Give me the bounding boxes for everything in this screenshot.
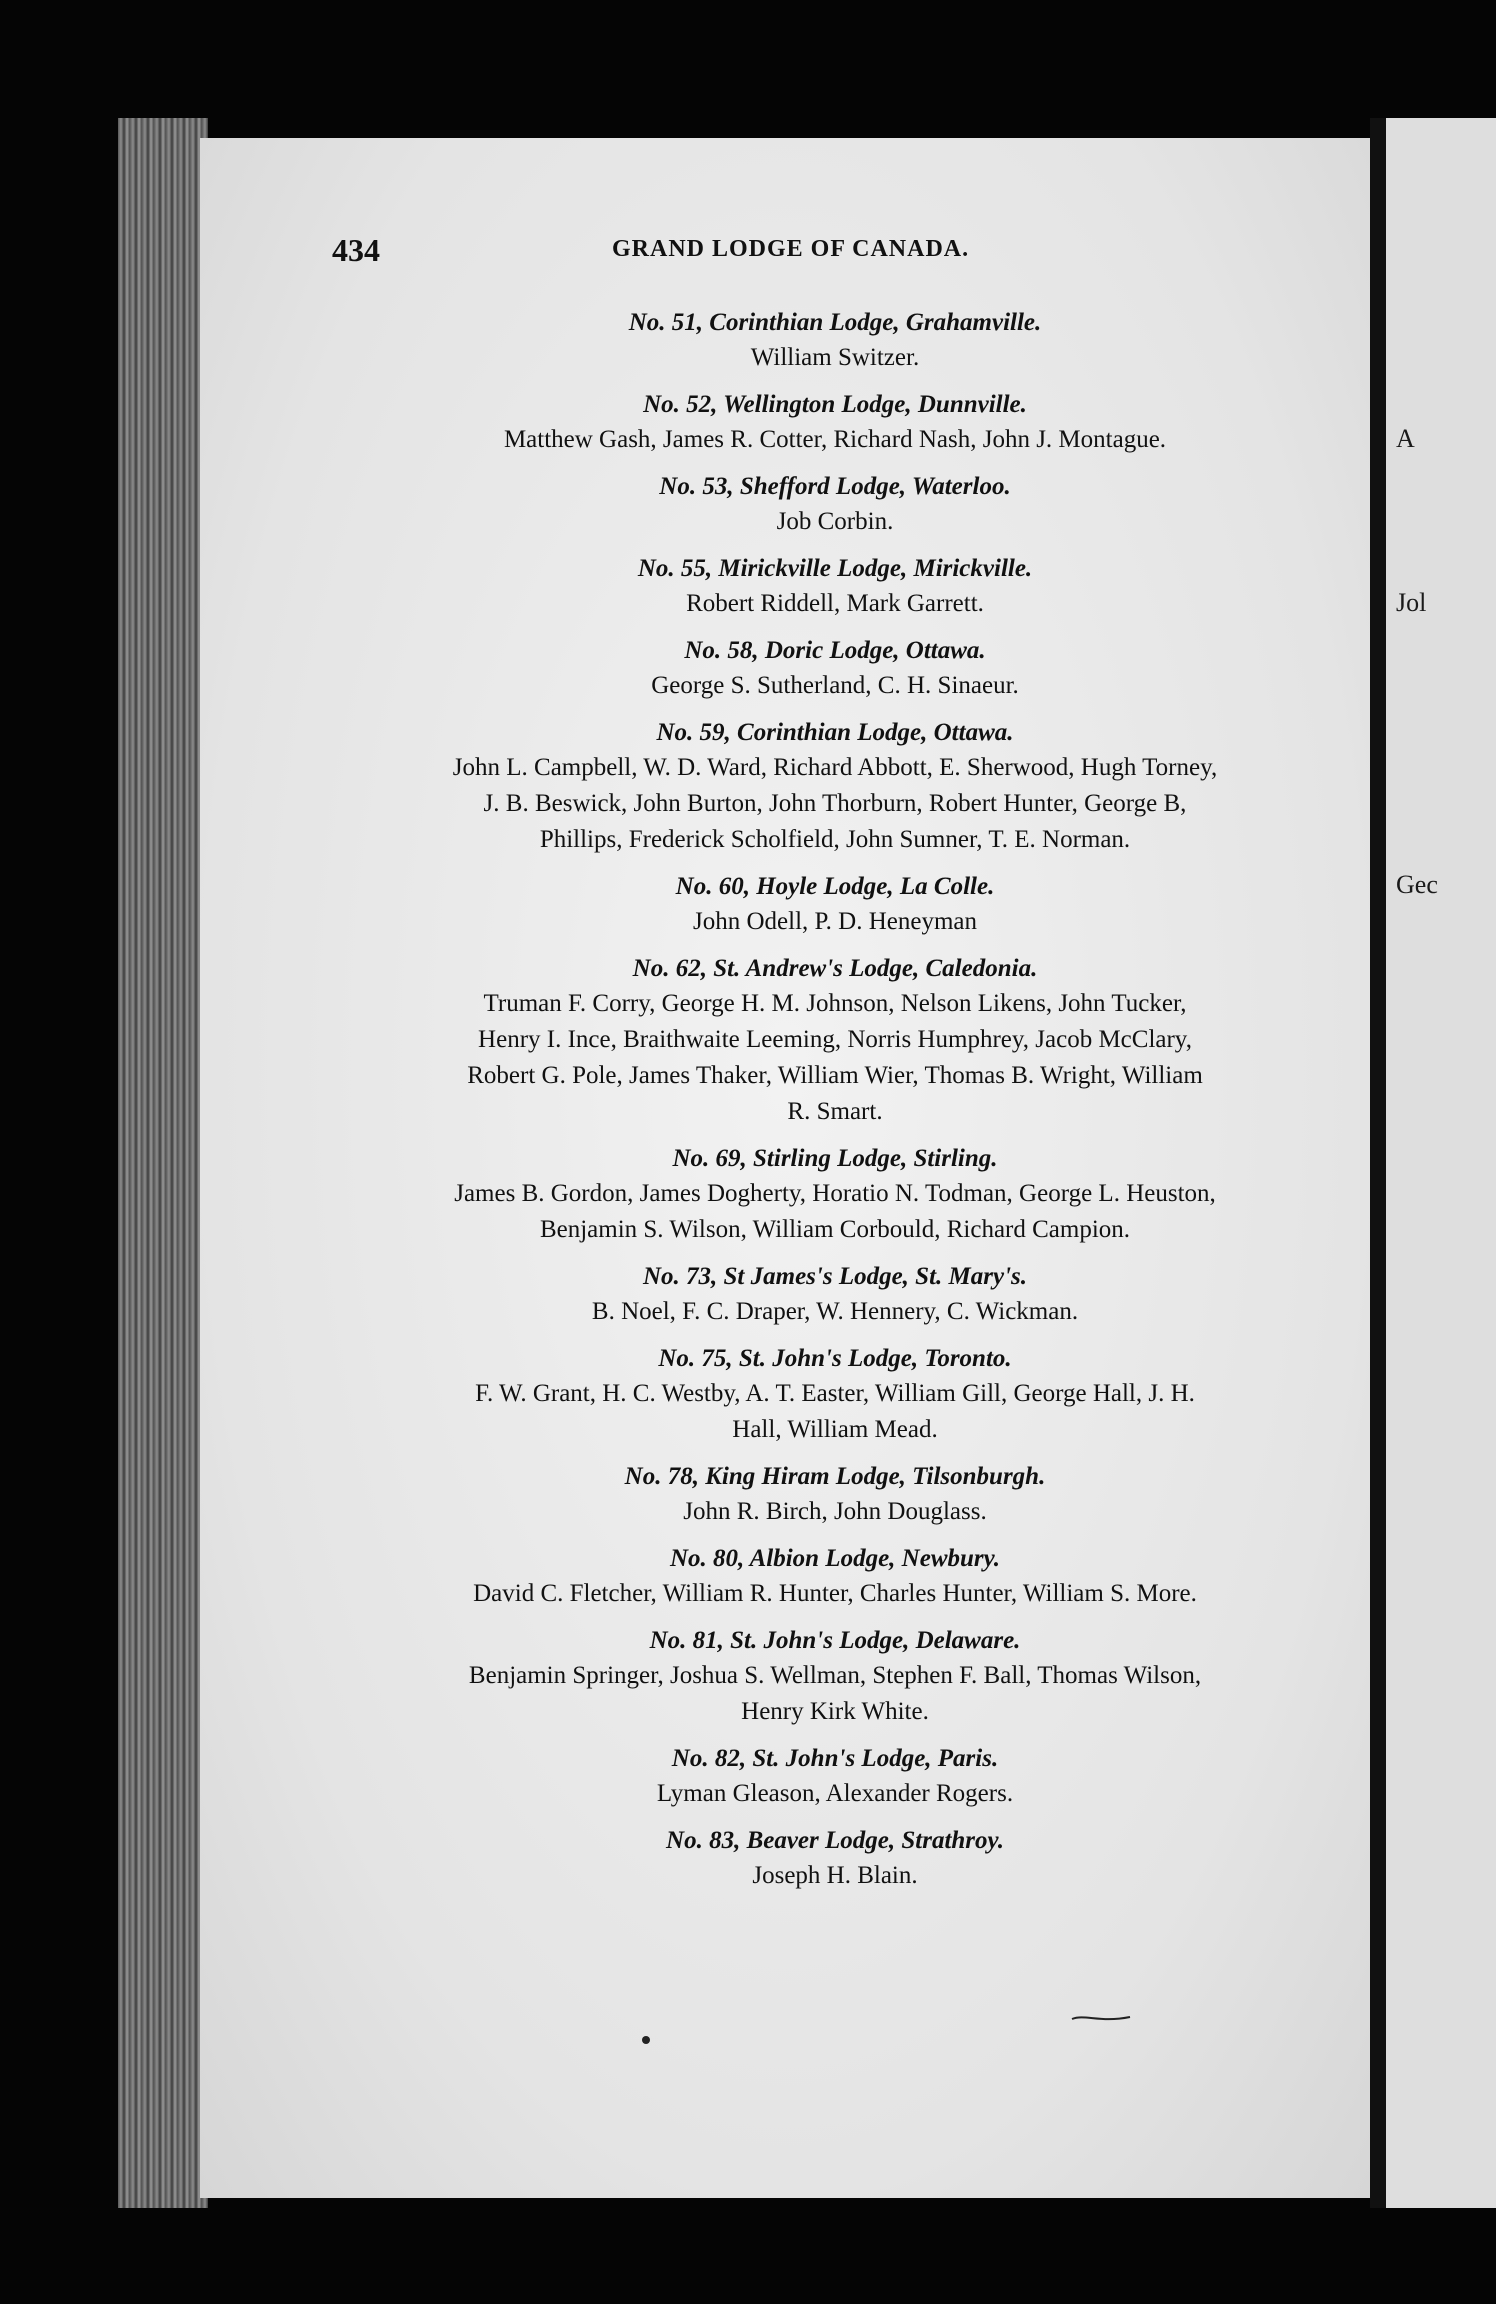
lodge-members — [330, 1776, 1340, 1812]
lodge-members — [330, 340, 1340, 376]
lodge-heading: No. 82, St. John's Lodge, Paris. — [671, 1745, 999, 1772]
members-line: Benjamin S. Wilson, William Corbould, Richard Campion. — [539, 1216, 1131, 1243]
lodge-entry — [330, 1260, 1340, 1330]
page-number: 434 — [332, 232, 380, 268]
lodge-members — [330, 1858, 1340, 1894]
lodge-entry — [330, 1542, 1340, 1612]
members-line: Lyman Gleason, Alexander Rogers. — [656, 1780, 1014, 1807]
lodge-entry — [330, 1342, 1340, 1448]
lodge-entry — [330, 388, 1340, 458]
lodge-entry — [330, 470, 1340, 540]
members-line: R. Smart. — [787, 1098, 883, 1125]
next-page-fragment: A — [1396, 424, 1415, 453]
lodge-entry — [330, 1142, 1340, 1248]
lodge-heading: No. 75, St. John's Lodge, Toronto. — [658, 1345, 1012, 1372]
members-line: Henry Kirk White. — [741, 1698, 929, 1725]
members-line: Robert Riddell, Mark Garrett. — [686, 590, 984, 617]
lodge-members — [330, 422, 1340, 458]
lodge-heading: No. 69, Stirling Lodge, Stirling. — [672, 1145, 998, 1172]
next-page-fragment: Jol — [1396, 588, 1427, 617]
lodge-members — [330, 904, 1340, 940]
lodge-entry — [330, 306, 1340, 376]
lodge-heading: No. 83, Beaver Lodge, Strathroy. — [666, 1827, 1004, 1854]
book-gutter — [1370, 118, 1386, 2208]
lodge-members — [330, 586, 1340, 622]
lodge-members — [330, 1494, 1340, 1530]
lodge-heading: No. 55, Mirickville Lodge, Mirickville. — [637, 555, 1033, 582]
lodge-entry — [330, 870, 1340, 940]
lodge-heading: No. 78, King Hiram Lodge, Tilsonburgh. — [624, 1463, 1046, 1490]
members-line: Joseph H. Blain. — [752, 1862, 918, 1889]
lodge-entry — [330, 1824, 1340, 1894]
members-line: James B. Gordon, James Dogherty, Horatio N. Todman, George L. Heuston, — [454, 1180, 1216, 1207]
lodge-members — [330, 1176, 1340, 1248]
members-line: Robert G. Pole, James Thaker, William Wier, Thomas B. Wright, William — [467, 1062, 1203, 1089]
members-line: F. W. Grant, H. C. Westby, A. T. Easter, William Gill, George Hall, J. H. — [475, 1380, 1195, 1407]
lodge-entry — [330, 716, 1340, 858]
ink-dot — [642, 2036, 650, 2044]
lodge-entry — [330, 1460, 1340, 1530]
members-line: Phillips, Frederick Scholfield, John Sumner, T. E. Norman. — [539, 826, 1131, 853]
lodge-entry — [330, 634, 1340, 704]
lodge-members — [330, 1576, 1340, 1612]
lodge-entry — [330, 1624, 1340, 1730]
lodge-entry — [330, 952, 1340, 1130]
members-line: George S. Sutherland, C. H. Sinaeur. — [651, 672, 1019, 699]
lodge-members — [330, 1376, 1340, 1448]
lodge-heading: No. 60, Hoyle Lodge, La Colle. — [675, 873, 995, 900]
lodge-entry — [330, 1742, 1340, 1812]
members-line: Benjamin Springer, Joshua S. Wellman, Stephen F. Ball, Thomas Wilson, — [468, 1662, 1202, 1689]
members-line: Job Corbin. — [776, 508, 894, 535]
members-line: Hall, William Mead. — [732, 1416, 938, 1443]
members-line: William Switzer. — [750, 344, 920, 371]
lodge-list — [330, 306, 1340, 1906]
running-title: GRAND LODGE OF CANADA. — [612, 236, 970, 262]
members-line: John Odell, P. D. Heneyman — [693, 908, 977, 935]
lodge-heading: No. 73, St James's Lodge, St. Mary's. — [642, 1263, 1028, 1290]
lodge-members — [330, 1294, 1340, 1330]
lodge-heading: No. 52, Wellington Lodge, Dunnville. — [643, 391, 1027, 418]
lodge-heading: No. 62, St. Andrew's Lodge, Caledonia. — [632, 955, 1038, 982]
lodge-entry — [330, 552, 1340, 622]
lodge-heading: No. 59, Corinthian Lodge, Ottawa. — [656, 719, 1014, 746]
lodge-heading: No. 51, Corinthian Lodge, Grahamville. — [628, 309, 1042, 336]
page-edges — [118, 118, 208, 2208]
next-page-edge — [1386, 118, 1496, 2208]
members-line: David C. Fletcher, William R. Hunter, Charles Hunter, William S. More. — [473, 1580, 1197, 1607]
lodge-members — [330, 1658, 1340, 1730]
members-line: J. B. Beswick, John Burton, John Thorburn, Robert Hunter, George B, — [483, 790, 1187, 817]
lodge-heading: No. 58, Doric Lodge, Ottawa. — [684, 637, 986, 664]
lodge-members — [330, 750, 1340, 858]
lodge-members — [330, 986, 1340, 1130]
members-line: Truman F. Corry, George H. M. Johnson, Nelson Likens, John Tucker, — [483, 990, 1187, 1017]
members-line: Matthew Gash, James R. Cotter, Richard Nash, John J. Montague. — [503, 426, 1167, 453]
lodge-members — [330, 668, 1340, 704]
flourish-mark — [1070, 2012, 1132, 2024]
lodge-members — [330, 504, 1340, 540]
members-line: B. Noel, F. C. Draper, W. Hennery, C. Wickman. — [591, 1298, 1079, 1325]
members-line: John R. Birch, John Douglass. — [683, 1498, 987, 1525]
lodge-heading: No. 53, Shefford Lodge, Waterloo. — [659, 473, 1011, 500]
next-page-fragment: Gec — [1396, 870, 1438, 899]
page-header — [332, 232, 1332, 272]
members-line: John L. Campbell, W. D. Ward, Richard Abbott, E. Sherwood, Hugh Torney, — [452, 754, 1218, 781]
members-line: Henry I. Ince, Braithwaite Leeming, Norris Humphrey, Jacob McClary, — [478, 1026, 1192, 1053]
lodge-heading: No. 80, Albion Lodge, Newbury. — [669, 1545, 1001, 1572]
lodge-heading: No. 81, St. John's Lodge, Delaware. — [649, 1627, 1021, 1654]
